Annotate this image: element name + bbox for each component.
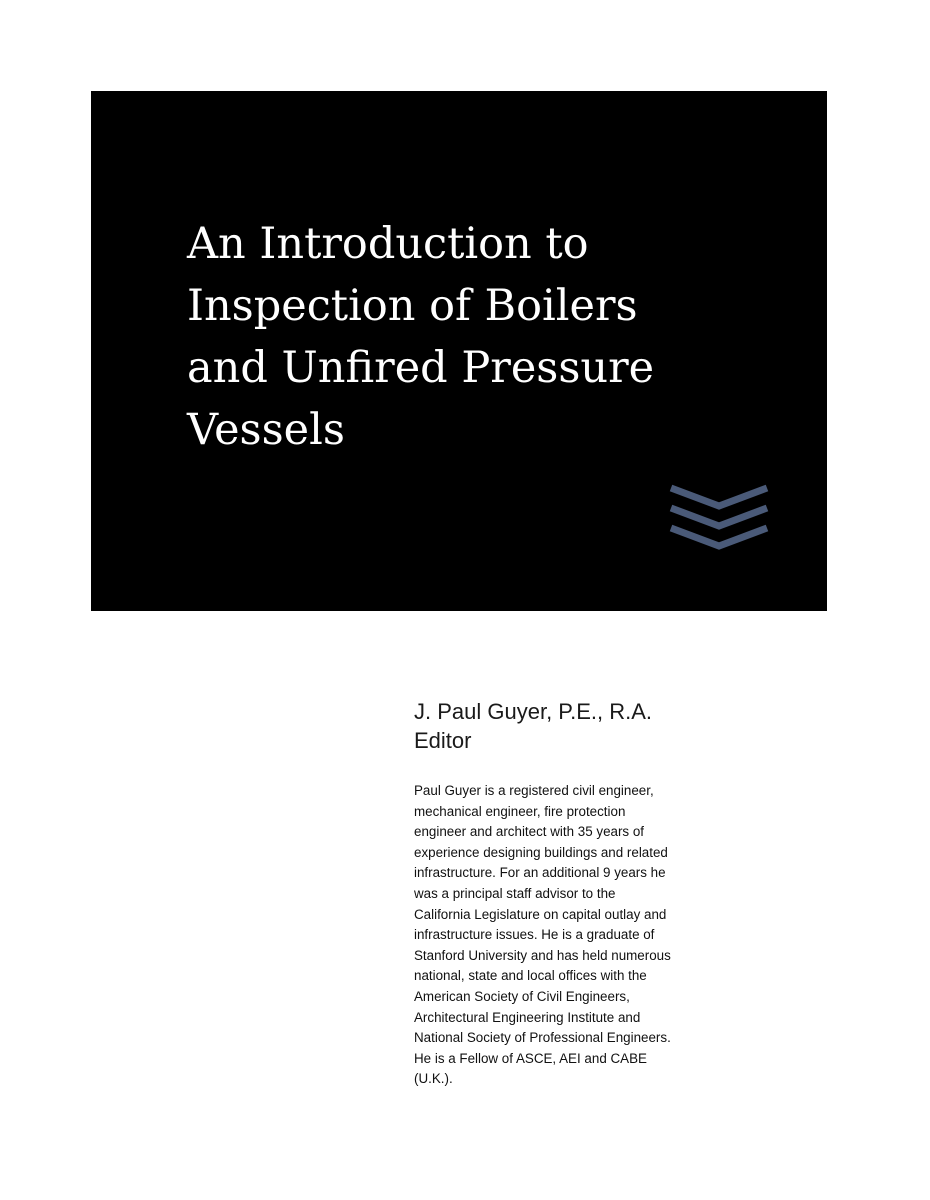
chevron-top xyxy=(671,488,767,506)
title-line: and Unfired Pressure xyxy=(187,343,655,393)
author-role: Editor xyxy=(414,728,472,753)
bio-line: was a principal staff advisor to the xyxy=(414,885,616,901)
chevron-bottom xyxy=(671,528,767,546)
bio-line: Stanford University and has held numerous xyxy=(414,947,671,963)
bio-line: mechanical engineer, fire protection xyxy=(414,803,626,819)
author-bio xyxy=(414,781,774,1090)
bio-line: Architectural Engineering Institute and xyxy=(414,1009,641,1025)
bio-line: Paul Guyer is a registered civil engineer, xyxy=(414,783,654,798)
book-title xyxy=(187,213,807,461)
title-line: Vessels xyxy=(187,405,345,455)
bio-line: national, state and local offices with the xyxy=(414,968,647,984)
bio-line: infrastructure. For an additional 9 years he xyxy=(414,865,666,881)
cover-black-panel xyxy=(91,91,827,611)
author-name: J. Paul Guyer, P.E., R.A. xyxy=(414,699,653,724)
chevron-middle xyxy=(671,508,767,526)
bio-line: engineer and architect with 35 years of xyxy=(414,824,645,840)
author-block xyxy=(414,697,784,755)
bio-line: (U.K.). xyxy=(414,1071,453,1087)
bio-line: California Legislature on capital outlay and xyxy=(414,906,667,922)
title-line: An Introduction to xyxy=(187,219,589,269)
bio-line: National Society of Professional Engineers. xyxy=(414,1030,671,1046)
bio-line: experience designing buildings and related xyxy=(414,844,668,860)
bio-line: American Society of Civil Engineers, xyxy=(414,988,630,1004)
title-line: Inspection of Boilers xyxy=(187,281,638,331)
bio-line: He is a Fellow of ASCE, AEI and CABE xyxy=(414,1050,647,1066)
bio-line: infrastructure issues. He is a graduate of xyxy=(414,927,655,943)
triple-chevron-down-icon xyxy=(669,484,769,564)
